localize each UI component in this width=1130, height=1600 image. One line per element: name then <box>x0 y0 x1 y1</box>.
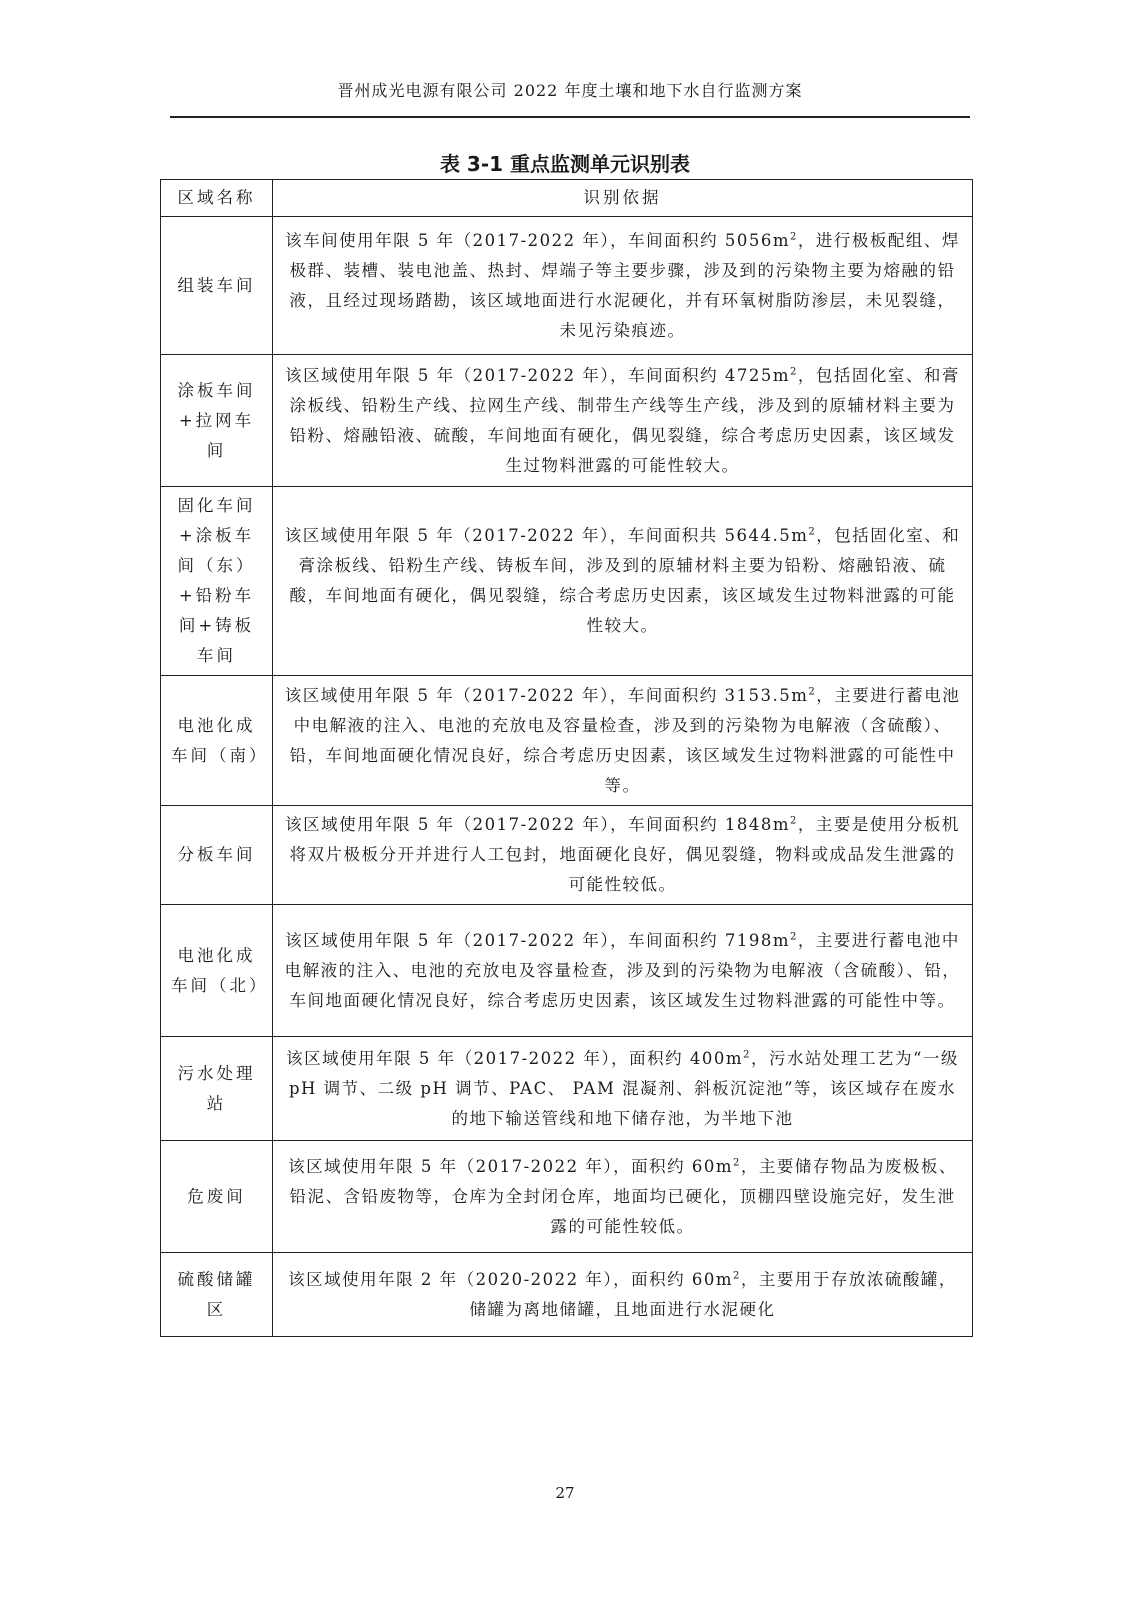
basis-text: ，主要是使用分板机将双片极板分开并进行人工包封，地面硬化良好，偶见裂缝，物料或成品发生泄露的可能性较低。 <box>289 815 960 894</box>
basis-text: ，主要储存物品为废极板、铅泥、含铅废物等，仓库为全封闭仓库，地面均已硬化，顶棚四壁设施完好，发生泄露的可能性较低。 <box>289 1156 957 1236</box>
monitoring-unit-table <box>160 179 973 1337</box>
basis-cell <box>273 217 973 355</box>
basis-text: 该区域使用年限 5 年（2017-2022 年），车间面积共 5644.5m <box>284 526 809 545</box>
basis-text: 该区域使用年限 5 年（2017-2022 年），车间面积约 3153.5m <box>284 685 809 705</box>
area-name-cell: 污水处理站 <box>161 1037 273 1141</box>
column-header-area: 区域名称 <box>161 180 273 217</box>
basis-cell <box>273 676 973 806</box>
table-row <box>161 1037 973 1141</box>
basis-text: ，主要进行蓄电池中电解液的注入、电池的充放电及容量检查，涉及到的污染物为电解液（含硫酸）、铅，车间地面硬化情况良好，综合考虑历史因素，该区域发生过物料泄露的可能性中等。 <box>284 930 961 1010</box>
area-name-cell: 危废间 <box>161 1141 273 1253</box>
basis-text: 该区域使用年限 5 年（2017-2022 年），面积约 60m <box>288 1156 734 1176</box>
basis-cell <box>273 1037 973 1141</box>
basis-text: ，进行极板配组、焊极群、装槽、装电池盖、热封、焊端子等主要步骤，涉及到的污染物主要为熔融的铅液，且经过现场踏勘，该区域地面进行水泥硬化，并有环氧树脂防渗层，未见裂缝，未见污染痕迹。 <box>289 230 960 340</box>
basis-text: ，主要用于存放浓硫酸罐，储罐为离地储罐，且地面进行水泥硬化 <box>469 1269 957 1319</box>
area-name-cell: 电池化成车间（北） <box>161 905 273 1037</box>
superscript: 2 <box>808 526 817 538</box>
basis-cell <box>273 355 973 487</box>
basis-text: 该区域使用年限 5 年（2017-2022 年），面积约 400m <box>286 1048 744 1068</box>
basis-cell <box>273 905 973 1037</box>
basis-cell <box>273 1253 973 1337</box>
page-number: 27 <box>555 1484 575 1502</box>
column-header-basis: 识别依据 <box>273 180 973 217</box>
superscript: 2 <box>790 366 798 377</box>
superscript: 2 <box>743 1049 751 1060</box>
table-row <box>161 1253 973 1337</box>
superscript: 2 <box>733 1270 741 1281</box>
table-row <box>161 355 973 487</box>
basis-text: ，包括固化室、和膏涂板线、铅粉生产线、拉网生产线、制带生产线等生产线，涉及到的原辅材料主要为铅粉、熔融铅液、硫酸，车间地面有硬化，偶见裂缝，综合考虑历史因素，该区域发生过物料泄露的可能性较大。 <box>289 365 960 475</box>
superscript: 2 <box>733 1157 741 1168</box>
basis-text: ，包括固化室、和膏涂板线、铅粉生产线、铸板车间，涉及到的原辅材料主要为铅粉、熔融铅液、硫酸，车间地面有硬化，偶见裂缝，综合考虑历史因素，该区域发生过物料泄露的可能性较大。 <box>289 526 961 635</box>
superscript: 2 <box>790 815 798 827</box>
table-row <box>161 1141 973 1253</box>
table-caption: 表 3-1 重点监测单元识别表 <box>439 152 691 176</box>
basis-cell <box>273 1141 973 1253</box>
area-name-cell: 组装车间 <box>161 217 273 355</box>
table-header-row <box>161 180 973 217</box>
table-row <box>161 905 973 1037</box>
table-row <box>161 676 973 806</box>
basis-text: 该区域使用年限 5 年（2017-2022 年），车间面积约 4725m <box>285 365 791 385</box>
basis-cell <box>273 487 973 676</box>
table-row <box>161 217 973 355</box>
area-name-cell: 固化车间+涂板车间（东）+铅粉车间+铸板车间 <box>161 487 273 676</box>
basis-text: 该区域使用年限 5 年（2017-2022 年），车间面积约 7198m <box>285 930 791 950</box>
header-divider <box>170 116 970 118</box>
basis-cell <box>273 806 973 905</box>
page-header: 晋州成光电源有限公司 2022 年度土壤和地下水自行监测方案 <box>337 81 803 100</box>
area-name-cell: 分板车间 <box>161 806 273 905</box>
basis-text: 该区域使用年限 2 年（2020-2022 年），面积约 60m <box>288 1269 734 1289</box>
superscript: 2 <box>808 686 817 697</box>
area-name-cell: 涂板车间+拉网车间 <box>161 355 273 487</box>
area-name-cell: 硫酸储罐区 <box>161 1253 273 1337</box>
area-name-cell: 电池化成车间（南） <box>161 676 273 806</box>
basis-text: 该区域使用年限 5 年（2017-2022 年），车间面积约 1848m <box>285 815 791 834</box>
table-row <box>161 806 973 905</box>
basis-text: ，污水站处理工艺为“一级 pH 调节、二级 pH 调节、PAC、 PAM 混凝剂、斜板沉淀池”等，该区域存在废水的地下输送管线和地下储存池，为半地下池 <box>288 1048 959 1128</box>
basis-text: 该车间使用年限 5 年（2017-2022 年），车间面积约 5056m <box>285 230 791 250</box>
basis-text: ，主要进行蓄电池中电解液的注入、电池的充放电及容量检查，涉及到的污染物为电解液（含硫酸）、铅，车间地面硬化情况良好，综合考虑历史因素，该区域发生过物料泄露的可能性中等。 <box>289 685 961 795</box>
table-row <box>161 487 973 676</box>
superscript: 2 <box>790 931 798 942</box>
superscript: 2 <box>790 231 798 242</box>
